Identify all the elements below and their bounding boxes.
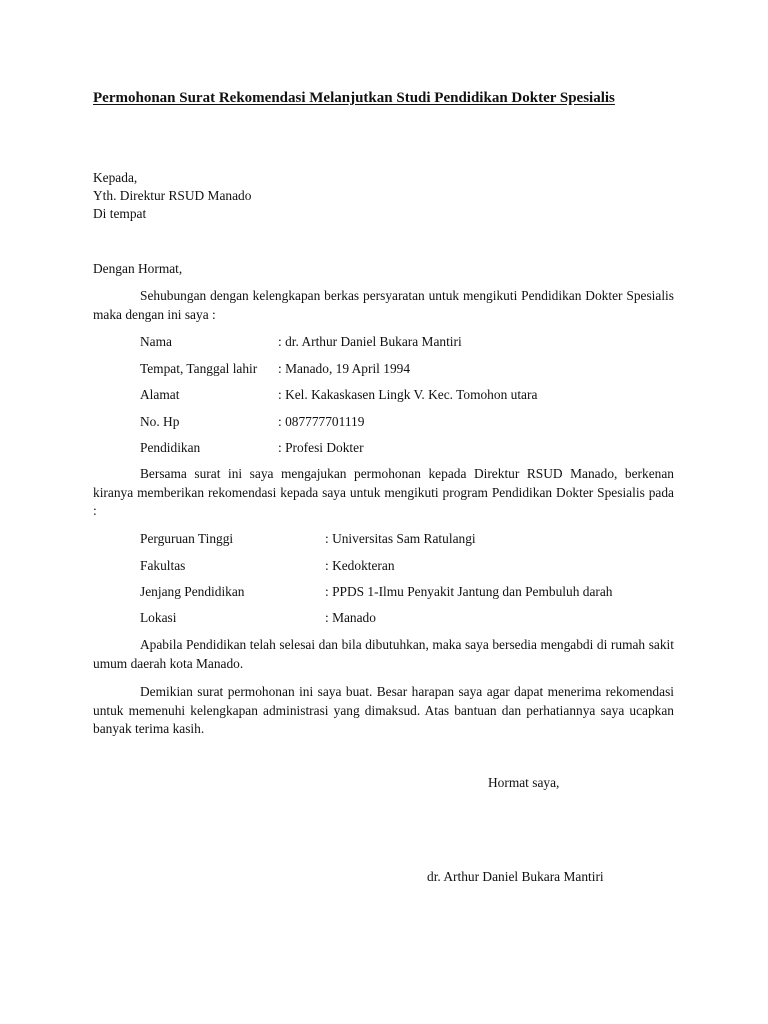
applicant-row [140, 386, 537, 405]
applicant-row [140, 360, 410, 379]
applicant-label: Tempat, Tanggal lahir [140, 361, 258, 376]
recipient-line-3: Di tempat [93, 206, 147, 221]
request-paragraph: Bersama surat ini saya mengajukan permohonan kepada Direktur RSUD Manado, berkenan kiranya memberikan rekomendasi kepada saya untuk mengikuti program Pendidikan Dokter Spesialis pada : [93, 466, 674, 518]
program-row [140, 557, 395, 576]
greeting: Dengan Hormat, [93, 261, 183, 276]
program-value: : Manado [325, 610, 376, 625]
commitment-paragraph: Apabila Pendidikan telah selesai dan bila dibutuhkan, maka saya bersedia mengabdi di rumah sakit umum daerah kota Manado. [93, 637, 674, 671]
intro-paragraph: Sehubungan dengan kelengkapan berkas persyaratan untuk mengikuti Pendidikan Dokter Spesialis maka dengan ini saya : [93, 288, 674, 322]
applicant-value: : Kel. Kakaskasen Lingk V. Kec. Tomohon utara [278, 387, 538, 402]
program-label: Jenjang Pendidikan [140, 584, 245, 599]
letter-title: Permohonan Surat Rekomendasi Melanjutkan Studi Pendidikan Dokter Spesialis [93, 90, 615, 106]
applicant-row [140, 413, 364, 432]
program-row [140, 583, 613, 602]
applicant-label: Alamat [140, 387, 180, 402]
program-row [140, 530, 476, 549]
program-value: : PPDS 1-Ilmu Penyakit Jantung dan Pembuluh darah [325, 584, 613, 599]
program-label: Fakultas [140, 558, 186, 573]
program-label: Perguruan Tinggi [140, 531, 234, 546]
closing-paragraph: Demikian surat permohonan ini saya buat. Besar harapan saya agar dapat menerima rekomendasi untuk memenuhi kelengkapan administrasi yang dimaksud. Atas bantuan dan perhatiannya saya ucapkan banyak terima kasih. [93, 684, 674, 736]
program-label: Lokasi [140, 610, 177, 625]
signature-salutation: Hormat saya, [488, 775, 560, 790]
program-value: : Universitas Sam Ratulangi [325, 531, 476, 546]
applicant-label: Nama [140, 334, 172, 349]
applicant-label: Pendidikan [140, 440, 201, 455]
applicant-value: : Manado, 19 April 1994 [278, 361, 411, 376]
program-value: : Kedokteran [325, 558, 395, 573]
program-row [140, 609, 376, 628]
signature-name: dr. Arthur Daniel Bukara Mantiri [427, 869, 604, 884]
recipient-line-2: Yth. Direktur RSUD Manado [93, 188, 252, 203]
recipient-line-1: Kepada, [93, 170, 138, 185]
applicant-row [140, 439, 364, 458]
applicant-value: : 087777701119 [278, 414, 365, 429]
applicant-label: No. Hp [140, 414, 180, 429]
applicant-value: : Profesi Dokter [278, 440, 364, 455]
applicant-row [140, 333, 462, 352]
applicant-value: : dr. Arthur Daniel Bukara Mantiri [278, 334, 462, 349]
